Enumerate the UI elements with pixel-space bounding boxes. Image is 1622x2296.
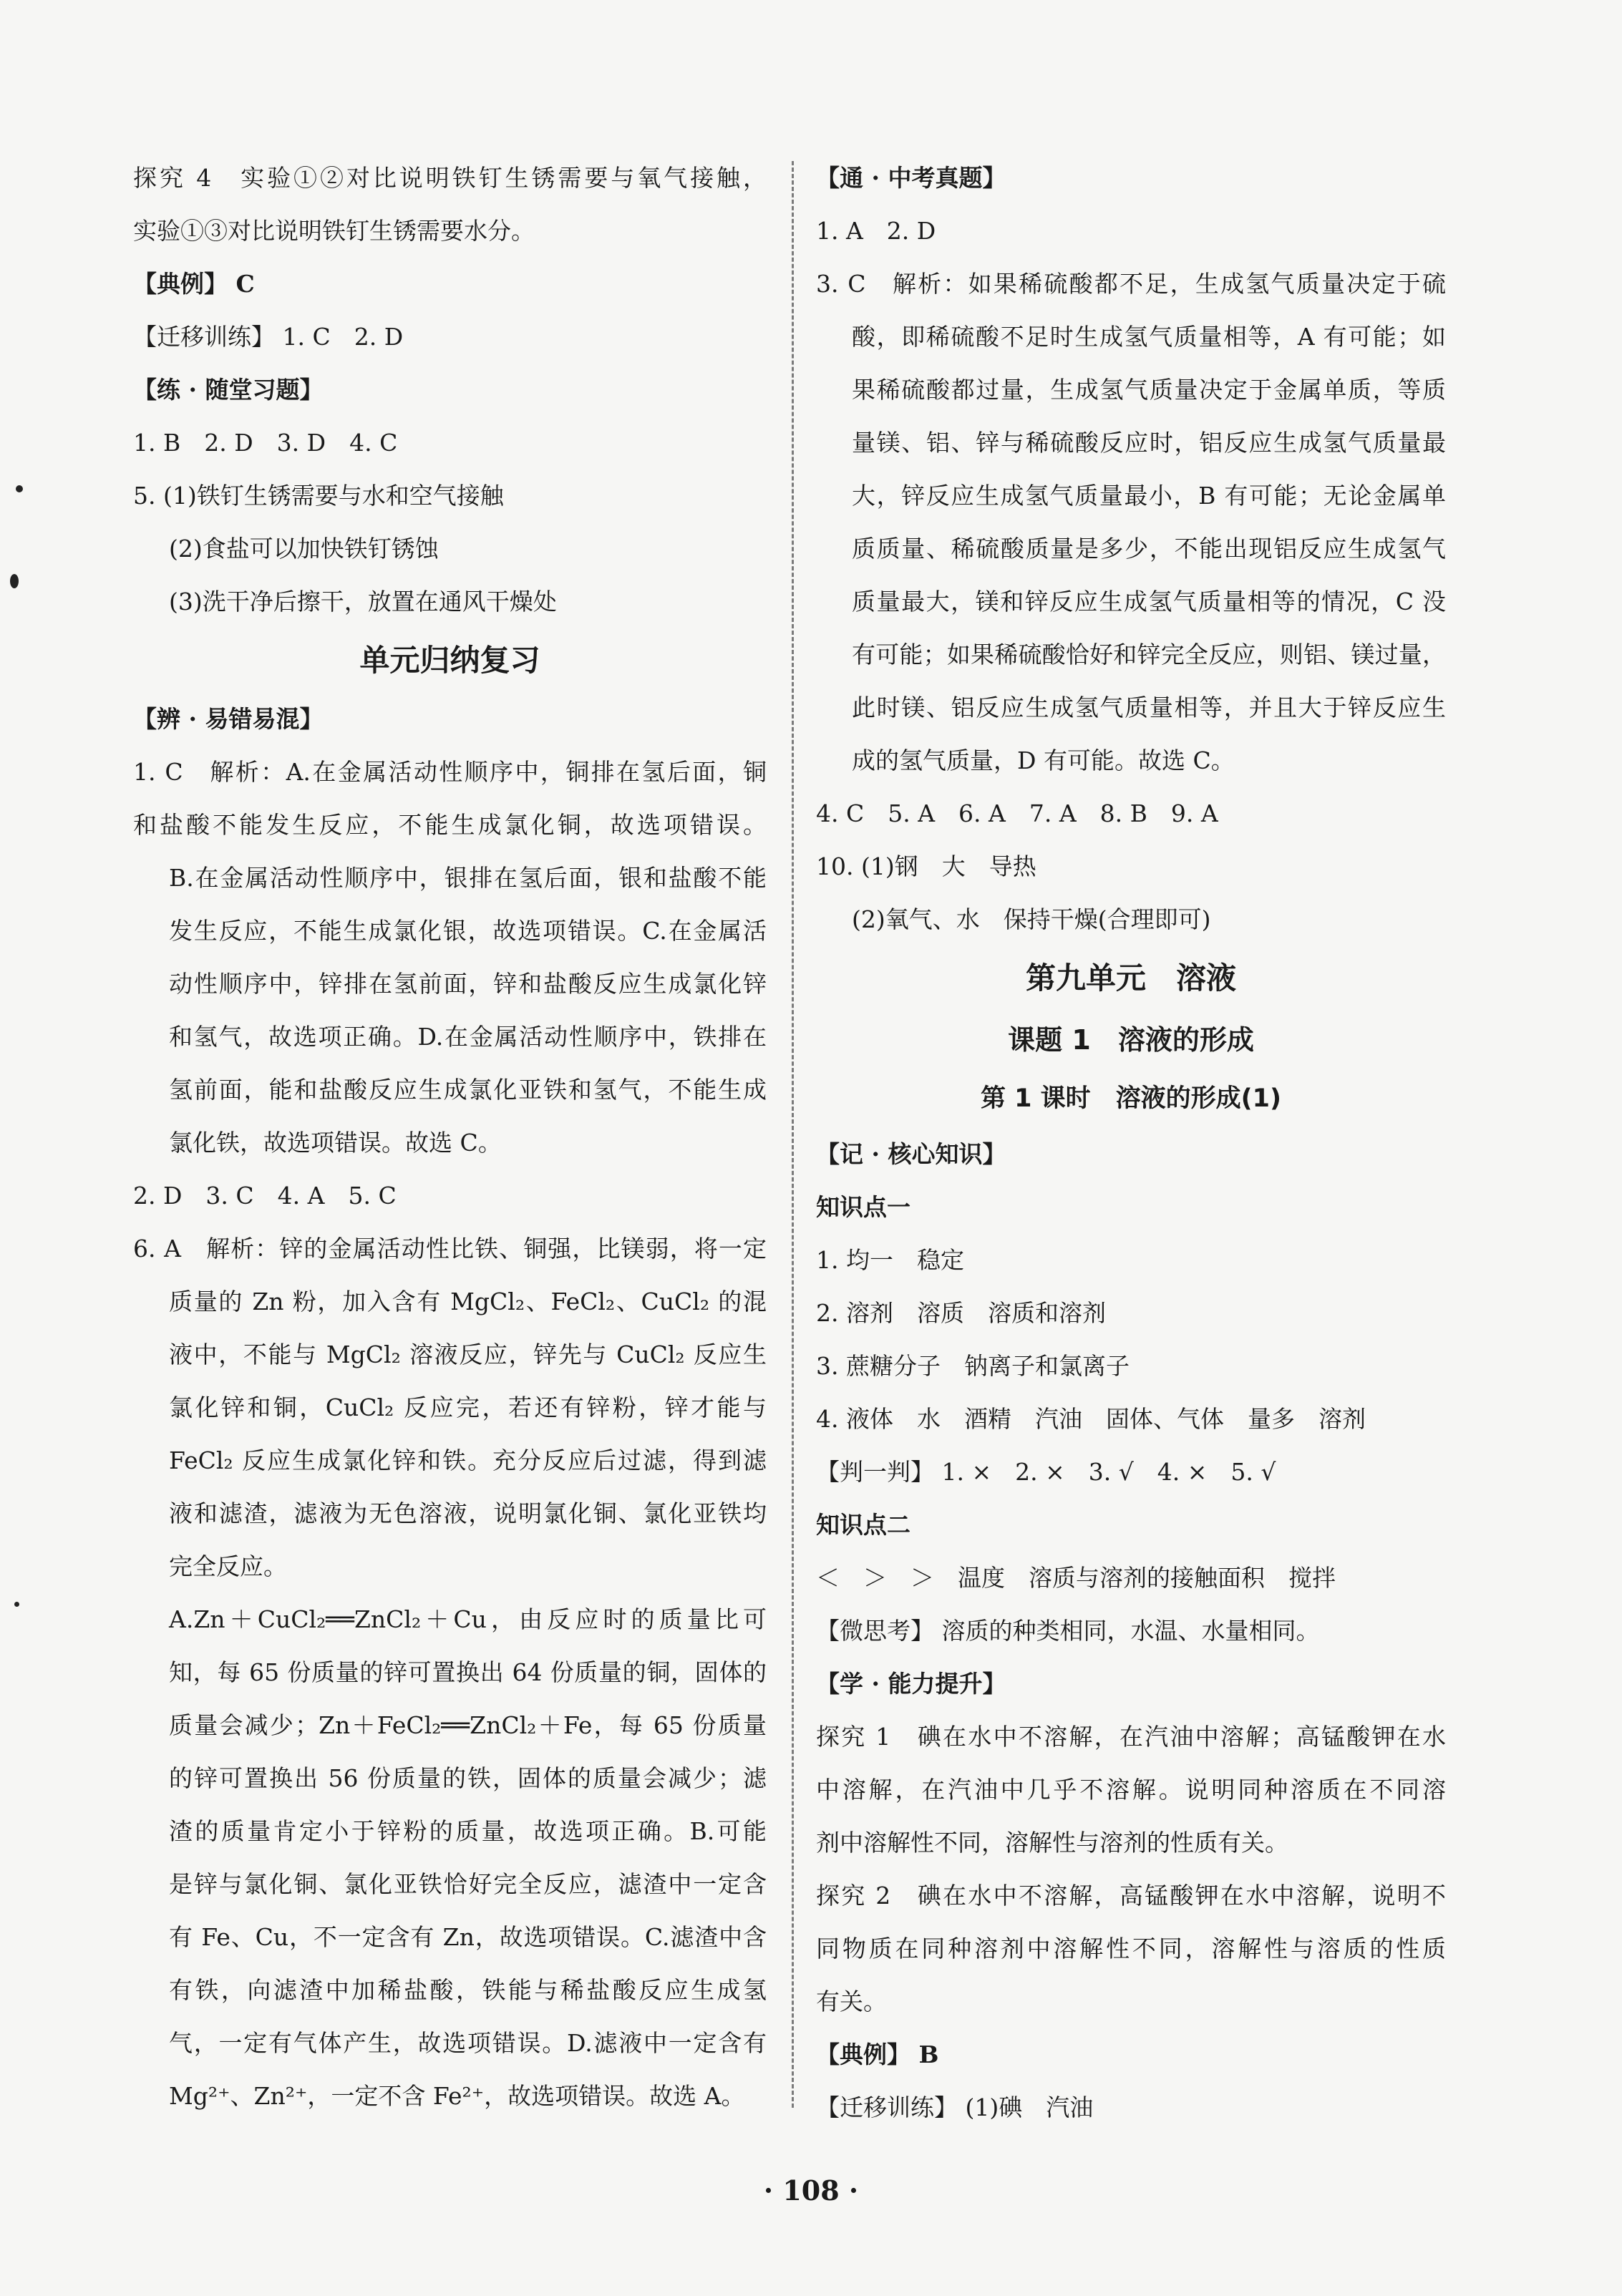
section-title: 第 1 课时 溶液的形成(1) bbox=[980, 1084, 1282, 1113]
text-line: 【微思考】 溶质的种类相同，水温、水量相同。 bbox=[816, 1617, 1320, 1645]
text-line: 气，一定有气体产生，故选项错误。D.滤液中一定含有 bbox=[169, 2029, 767, 2057]
text-line: 【迁移训练】 (1)碘 汽油 bbox=[816, 2093, 1094, 2121]
text-line: 果稀硫酸都过量，生成氢气质量决定于金属单质，等质 bbox=[852, 376, 1446, 404]
text-line: ＜ ＞ ＞ 温度 溶质与溶剂的接触面积 搅拌 bbox=[816, 1564, 1336, 1592]
text-line: 氢前面，能和盐酸反应生成氯化亚铁和氢气，不能生成 bbox=[169, 1076, 767, 1104]
text-line: 动性顺序中，锌排在氢前面，锌和盐酸反应生成氯化锌 bbox=[169, 970, 767, 998]
scan-mark bbox=[16, 485, 23, 492]
text-line: 3. C 解析：如果稀硫酸都不足，生成氢气质量决定于硫 bbox=[816, 270, 1446, 298]
text-line: 1. B 2. D 3. D 4. C bbox=[133, 429, 398, 457]
text-line: 的锌可置换出 56 份质量的铁，固体的质量会减少；滤 bbox=[169, 1764, 767, 1792]
text-line: 液中，不能与 MgCl₂ 溶液反应，锌先与 CuCl₂ 反应生 bbox=[169, 1341, 767, 1368]
text-line: 【学 · 能力提升】 bbox=[816, 1670, 1006, 1698]
text-line: 氯化铁，故选项错误。故选 C。 bbox=[169, 1129, 502, 1157]
text-line: 质质量、稀硫酸质量是多少，不能出现铝反应生成氢气 bbox=[852, 535, 1446, 563]
text-line: 液和滤渣，滤液为无色溶液，说明氯化铜、氯化亚铁均 bbox=[169, 1499, 767, 1527]
text-line: 4. 液体 水 酒精 汽油 固体、气体 量多 溶剂 bbox=[816, 1405, 1366, 1433]
text-line: 量镁、铝、锌与稀硫酸反应时，铝反应生成氢气质量最 bbox=[852, 429, 1446, 457]
text-line: (2)食盐可以加快铁钉锈蚀 bbox=[169, 535, 439, 563]
right-column bbox=[816, 152, 1446, 2134]
text-line: 实验①③对比说明铁钉生锈需要水分。 bbox=[133, 217, 535, 245]
text-line: 5. (1)铁钉生锈需要与水和空气接触 bbox=[133, 482, 504, 510]
text-line: 【判一判】 1. × 2. × 3. √ 4. × 5. √ bbox=[816, 1458, 1276, 1486]
text-line: 【辨 · 易错易混】 bbox=[133, 705, 324, 733]
text-line: 探究 1 碘在水中不溶解，在汽油中溶解；高锰酸钾在水 bbox=[816, 1723, 1446, 1751]
text-line: 发生反应，不能生成氯化银，故选项错误。C.在金属活 bbox=[169, 917, 767, 945]
text-line: 2. D 3. C 4. A 5. C bbox=[133, 1182, 397, 1210]
text-line: 探究 2 碘在水中不溶解，高锰酸钾在水中溶解，说明不 bbox=[816, 1882, 1446, 1910]
text-line: (3)洗干净后擦干，放置在通风干燥处 bbox=[169, 588, 557, 616]
text-line: 有铁，向滤渣中加稀盐酸，铁能与稀盐酸反应生成氢 bbox=[169, 1976, 767, 2004]
text-line: 氯化锌和铜，CuCl₂ 反应完，若还有锌粉，锌才能与 bbox=[169, 1393, 767, 1421]
text-line: 此时镁、铝反应生成氢气质量相等，并且大于锌反应生 bbox=[852, 694, 1446, 721]
text-line: 6. A 解析：锌的金属活动性比铁、铜强，比镁弱，将一定 bbox=[133, 1235, 767, 1263]
text-line: 有可能；如果稀硫酸恰好和锌完全反应，则铝、镁过量， bbox=[852, 641, 1446, 668]
text-line: 【通 · 中考真题】 bbox=[816, 164, 1006, 192]
scan-mark bbox=[10, 574, 19, 588]
text-line: 1. C 解析：A.在金属活动性顺序中，铜排在氢后面，铜 bbox=[133, 758, 767, 786]
text-line: 1. 均一 稳定 bbox=[816, 1246, 964, 1274]
text-line: 【典例】 B bbox=[816, 2040, 939, 2068]
text-line: 【典例】 C bbox=[133, 270, 255, 298]
text-line: 【记 · 核心知识】 bbox=[816, 1140, 1006, 1168]
text-line: 有关。 bbox=[816, 1988, 887, 2015]
text-line: 2. 溶剂 溶质 溶质和溶剂 bbox=[816, 1299, 1106, 1327]
section-title: 单元归纳复习 bbox=[359, 643, 540, 678]
text-line: A.Zn＋CuCl₂══ZnCl₂＋Cu，由反应时的质量比可 bbox=[169, 1605, 767, 1633]
text-line: 酸，即稀硫酸不足时生成氢气质量相等，A 有可能；如 bbox=[852, 323, 1446, 351]
text-line: 1. A 2. D bbox=[816, 217, 936, 245]
text-line: 完全反应。 bbox=[169, 1552, 287, 1580]
text-line: 【练 · 随堂习题】 bbox=[133, 376, 324, 404]
text-line: 中溶解，在汽油中几乎不溶解。说明同种溶质在不同溶 bbox=[816, 1776, 1446, 1804]
text-line: FeCl₂ 反应生成氯化锌和铁。充分反应后过滤，得到滤 bbox=[169, 1446, 767, 1474]
text-line: 知，每 65 份质量的锌可置换出 64 份质量的铜，固体的 bbox=[169, 1658, 767, 1686]
text-line: 有 Fe、Cu，不一定含有 Zn，故选项错误。C.滤渣中含 bbox=[169, 1923, 767, 1951]
text-line: 是锌与氯化铜、氯化亚铁恰好完全反应，滤渣中一定含 bbox=[169, 1870, 767, 1898]
section-title: 课题 1 溶液的形成 bbox=[1008, 1024, 1254, 1056]
column-divider bbox=[792, 161, 794, 2108]
text-line: Mg²⁺、Zn²⁺，一定不含 Fe²⁺，故选项错误。故选 A。 bbox=[169, 2082, 745, 2110]
text-line: 剂中溶解性不同，溶解性与溶剂的性质有关。 bbox=[816, 1829, 1288, 1857]
text-line: 和氢气，故选项正确。D.在金属活动性顺序中，铁排在 bbox=[169, 1023, 767, 1051]
text-line: 大，锌反应生成氢气质量最小，B 有可能；无论金属单 bbox=[852, 482, 1446, 510]
text-line: 3. 蔗糖分子 钠离子和氯离子 bbox=[816, 1352, 1130, 1380]
scan-mark bbox=[14, 1602, 19, 1607]
text-line: 和盐酸不能发生反应，不能生成氯化铜，故选项错误。 bbox=[133, 811, 767, 839]
text-line: 10. (1)钢 大 导热 bbox=[816, 852, 1036, 880]
text-line: B.在金属活动性顺序中，银排在氢后面，银和盐酸不能 bbox=[169, 864, 767, 892]
text-line: 4. C 5. A 6. A 7. A 8. B 9. A bbox=[816, 799, 1218, 827]
text-line: (2)氧气、水 保持干燥(合理即可) bbox=[852, 905, 1211, 933]
text-line: 质量最大，镁和锌反应生成氢气质量相等的情况，C 没 bbox=[852, 588, 1446, 616]
text-line: 同物质在同种溶剂中溶解性不同，溶解性与溶质的性质 bbox=[816, 1935, 1446, 1962]
text-line: 知识点二 bbox=[816, 1511, 910, 1539]
text-line: 【迁移训练】 1. C 2. D bbox=[133, 323, 404, 351]
page-number: · 108 · bbox=[763, 2174, 859, 2207]
text-line: 渣的质量肯定小于锌粉的质量，故选项正确。B.可能 bbox=[169, 1817, 767, 1845]
text-line: 质量会减少；Zn＋FeCl₂══ZnCl₂＋Fe，每 65 份质量 bbox=[169, 1711, 767, 1739]
text-line: 成的氢气质量，D 有可能。故选 C。 bbox=[852, 746, 1235, 774]
text-line: 质量的 Zn 粉，加入含有 MgCl₂、FeCl₂、CuCl₂ 的混 bbox=[169, 1288, 767, 1315]
text-line: 知识点一 bbox=[816, 1193, 910, 1221]
left-column bbox=[133, 152, 767, 2123]
text-line: 探究 4 实验①②对比说明铁钉生锈需要与氧气接触， bbox=[133, 164, 767, 192]
section-title: 第九单元 溶液 bbox=[1025, 960, 1236, 996]
